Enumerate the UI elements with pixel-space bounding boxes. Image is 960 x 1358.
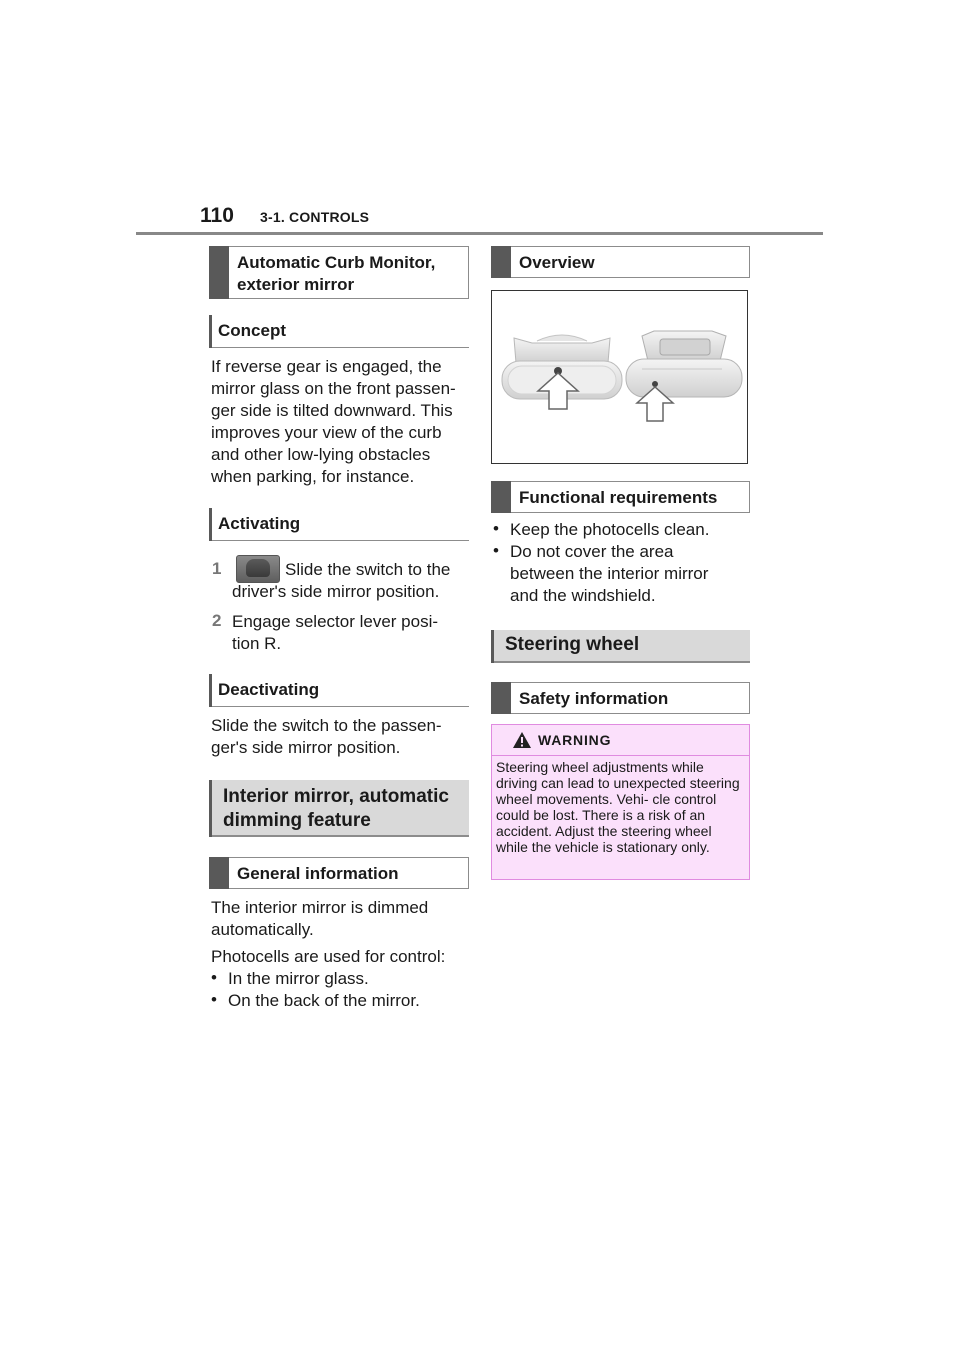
warning-text: Steering wheel adjustments while driving can lead to unexpected steering wheel movements. Vehi- cle control could be lost. There is a risk of an accident. Adjust the steering wheel while the vehicle is stationary only.: [496, 759, 740, 855]
warning-header: [492, 725, 749, 756]
heading-functional-requirements-text: Functional requirements: [519, 488, 718, 507]
concept-paragraph: If reverse gear is engaged, the mirror glass on the front passen- ger side is tilted downward. This improves your view of the curb and other low-lying obstacles when parking, for instance.: [211, 357, 456, 486]
heading-overview: [491, 246, 750, 278]
heading-overview-text: Overview: [519, 253, 595, 272]
photocell-bullet-1: In the mirror glass.: [228, 969, 369, 988]
heading-deactivating-text: Deactivating: [218, 680, 320, 699]
mirror-photocell-figure: [491, 290, 748, 464]
general-info-paragraph: The interior mirror is dimmed automatically.: [211, 898, 429, 939]
chapter-title: 3-1. CONTROLS: [260, 209, 370, 225]
photocell-bullet-2: On the back of the mirror.: [228, 991, 420, 1010]
bullet-dot: •: [493, 541, 499, 560]
bullet-dot: •: [211, 990, 217, 1009]
mirror-illustration: [492, 291, 748, 464]
heading-safety-information: [491, 682, 750, 714]
warning-label: WARNING: [538, 732, 612, 748]
heading-curb-monitor-text: Automatic Curb Monitor, exterior mirror: [237, 253, 436, 294]
photocells-paragraph: Photocells are used for control:: [211, 947, 446, 966]
heading-curb-monitor: [209, 246, 469, 299]
heading-steering-wheel-text: Steering wheel: [505, 634, 640, 655]
deactivating-paragraph: Slide the switch to the passen- ger's side mirror position.: [211, 716, 442, 757]
heading-activating: [209, 508, 469, 541]
heading-safety-information-text: Safety information: [519, 689, 669, 708]
bullet-dot: •: [211, 968, 217, 987]
header-rule: [136, 232, 823, 235]
heading-steering-wheel: [491, 630, 750, 663]
heading-general-information-text: General information: [237, 864, 399, 883]
warning-triangle-icon: [512, 731, 532, 749]
heading-interior-mirror: [209, 780, 469, 837]
step-2-number: 2: [212, 611, 222, 630]
heading-general-information: [209, 857, 469, 889]
heading-activating-text: Activating: [218, 514, 301, 533]
functional-bullet-2: Do not cover the area between the interior mirror and the windshield.: [510, 542, 709, 605]
warning-box: [491, 724, 750, 880]
heading-concept: [209, 315, 469, 348]
functional-bullet-1: Keep the photocells clean.: [510, 520, 710, 539]
heading-concept-text: Concept: [218, 321, 286, 340]
step-2-text: Engage selector lever posi- tion R.: [232, 612, 439, 653]
bullet-dot: •: [493, 519, 499, 538]
step-1-text: Slide the switch to the driver's side mirror position.: [232, 560, 451, 601]
step-1-number: 1: [212, 559, 222, 578]
heading-deactivating: [209, 674, 469, 707]
page-number: 110: [200, 204, 234, 227]
heading-functional-requirements: [491, 481, 750, 513]
heading-interior-mirror-text: Interior mirror, automatic dimming feature: [223, 786, 449, 831]
